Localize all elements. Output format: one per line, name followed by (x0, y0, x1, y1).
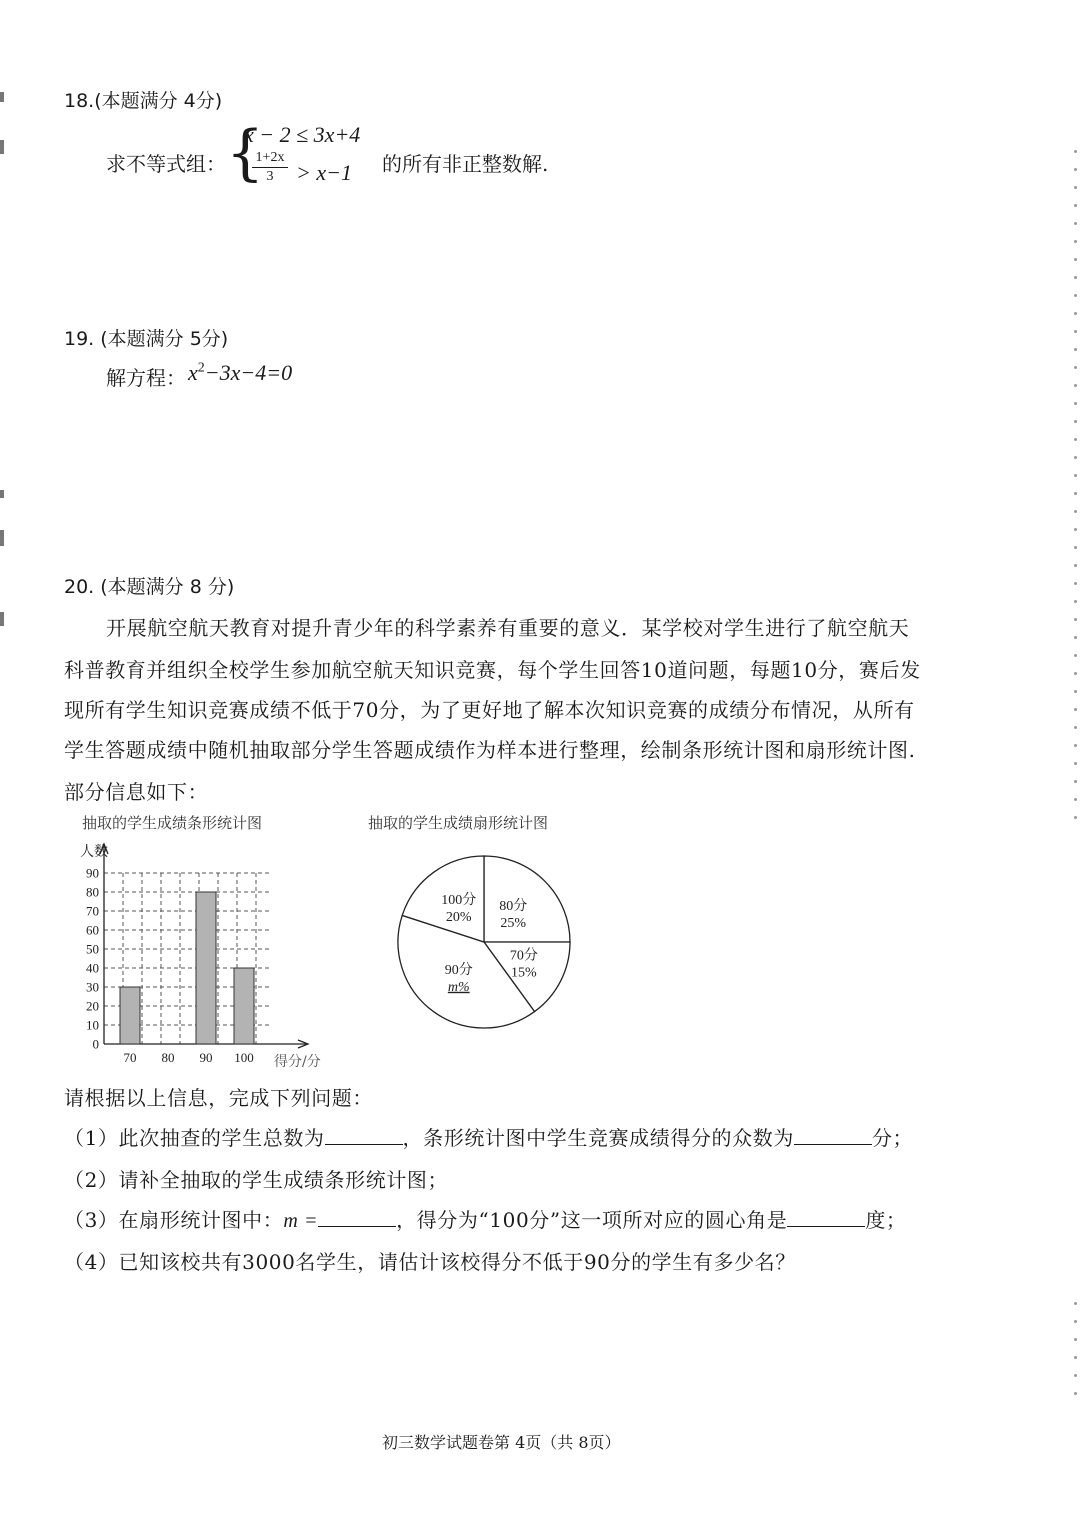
y-tick-label: 70 (86, 903, 99, 919)
perforation-dot (1074, 438, 1077, 441)
perforation-dot (1074, 816, 1077, 819)
bar-chart (60, 832, 350, 1072)
perforation-dot (1074, 564, 1077, 567)
perforation-dot (1074, 258, 1077, 261)
sub3-text-a: （3）在扇形统计图中： (64, 1208, 284, 1232)
y-tick-label: 60 (86, 922, 99, 938)
q18-tail: 的所有非正整数解. (382, 152, 549, 176)
pie-slice-percent: 25% (500, 915, 527, 931)
q20-sub-4: （4）已知该校共有3000名学生，请估计该校得分不低于90分的学生有多少名？ (64, 1250, 796, 1274)
perforation-dot (1074, 528, 1077, 531)
perforation-dot (1074, 402, 1077, 405)
fraction-numerator: 1+2x (255, 150, 285, 165)
perforation-dot (1074, 582, 1077, 585)
page-footer: 初三数学试题卷第 4页（共 8页） (382, 1433, 621, 1452)
answer-blank-total[interactable] (325, 1126, 403, 1145)
pie-slice-name: 70分 (509, 948, 538, 964)
y-tick-label: 10 (86, 1017, 99, 1033)
perforation-dot (1074, 1302, 1077, 1305)
sub3-text-b: ，得分为“100分”这一项所对应的圆心角是 (396, 1208, 788, 1232)
y-tick-label: 0 (92, 1036, 99, 1052)
perforation-dot (1074, 474, 1077, 477)
perforation-dot (1074, 1320, 1077, 1323)
perforation-dot (1074, 762, 1077, 765)
eq-rest: −3x−4=0 (204, 360, 293, 385)
perforation-dot (1074, 780, 1077, 783)
q18-heading: 18.(本题满分 4分) (64, 90, 223, 112)
y-tick-label: 30 (86, 979, 99, 995)
pie-slice-name: 100分 (441, 893, 477, 909)
left-brace: { (226, 118, 265, 188)
pie-slice-name: 80分 (499, 898, 528, 914)
bar-70 (120, 987, 140, 1044)
perforation-dot (1074, 330, 1077, 333)
pie-chart-title: 抽取的学生成绩扇形统计图 (368, 814, 549, 832)
sub1-text-b: ，条形统计图中学生竞赛成绩得分的众数为 (402, 1126, 794, 1150)
perforation-dot (1074, 708, 1077, 711)
q19-prompt: 解方程： (106, 366, 186, 390)
y-tick-label: 20 (86, 998, 99, 1014)
q20-para-line-1: 开展航空航天教育对提升青少年的科学素养有重要的意义．某学校对学生进行了航空航天 (106, 616, 910, 640)
q19-heading: 19. (本题满分 5分) (64, 328, 229, 350)
perforation-dot (1074, 204, 1077, 207)
perforation-dot (1074, 276, 1077, 279)
perforation-dot (1074, 744, 1077, 747)
perforation-dot (1074, 312, 1077, 315)
q20-para-line-2: 科普教育并组织全校学生参加航空航天知识竞赛，每个学生回答10道问题，每题10分，赛后发 (64, 658, 921, 682)
binding-mark (0, 612, 4, 626)
x-tick-label: 80 (161, 1050, 175, 1065)
q20-heading: 20. (本题满分 8 分) (64, 576, 235, 598)
y-tick-label: 50 (86, 941, 99, 957)
binding-mark (0, 140, 4, 154)
q20-para-line-3: 现所有学生知识竞赛成绩不低于70分，为了更好地了解本次知识竞赛的成绩分布情况，从所有 (64, 698, 915, 722)
y-tick-label: 80 (86, 884, 99, 900)
binding-mark (0, 490, 4, 498)
fraction-bar (252, 167, 288, 168)
eq-base: x (188, 360, 198, 385)
perforation-dot (1074, 240, 1077, 243)
perforation-dot (1074, 1392, 1077, 1395)
perforation-dot (1074, 384, 1077, 387)
sub1-text-a: （1）此次抽查的学生总数为 (64, 1126, 325, 1150)
q20-para-line-5: 部分信息如下： (64, 780, 209, 804)
sub1-text-c: 分； (871, 1126, 914, 1150)
binding-mark (0, 530, 4, 546)
perforation-dot (1074, 348, 1077, 351)
sub3-m-symbol: m = (283, 1210, 319, 1232)
perforation-dot (1074, 510, 1077, 513)
q20-para-line-4: 学生答题成绩中随机抽取部分学生答题成绩作为样本进行整理，绘制条形统计图和扇形统计图. (64, 738, 916, 762)
perforation-dot (1074, 186, 1077, 189)
perforation-dot (1074, 456, 1077, 459)
q20-sub-1 (64, 1122, 913, 1151)
q18-inequality-1: x − 2 ≤ 3x+4 (244, 122, 361, 147)
perforation-dot (1074, 294, 1077, 297)
x-tick-label: 90 (199, 1050, 213, 1065)
eq-exponent: 2 (197, 360, 205, 376)
perforation-dot (1074, 726, 1077, 729)
binding-mark (0, 92, 4, 102)
q18-fraction (250, 150, 290, 185)
bar-90 (196, 892, 216, 1044)
q20-instruction: 请根据以上信息，完成下列问题： (64, 1086, 373, 1110)
x-tick-label: 70 (123, 1050, 137, 1065)
perforation-dot (1074, 636, 1077, 639)
q19-equation (188, 360, 292, 386)
perforation-dot (1074, 420, 1077, 423)
bar-100 (234, 968, 254, 1044)
perforation-dot (1074, 672, 1077, 675)
perforation-dot (1074, 600, 1077, 603)
perforation-dot (1074, 492, 1077, 495)
answer-blank-m[interactable] (318, 1208, 396, 1227)
perforation-dot (1074, 1356, 1077, 1359)
perforation-dot (1074, 798, 1077, 801)
x-axis-title: 得分/分 (274, 1054, 321, 1070)
bar-chart-title: 抽取的学生成绩条形统计图 (82, 814, 263, 832)
answer-blank-mode[interactable] (794, 1126, 872, 1145)
perforation-dot (1074, 690, 1077, 693)
sub3-text-c: 度； (865, 1208, 907, 1232)
pie-slice-name: 90分 (444, 962, 473, 978)
perforation-dot (1074, 366, 1077, 369)
q20-sub-2: （2）请补全抽取的学生成绩条形统计图； (64, 1168, 449, 1192)
y-axis-title: 人数 (80, 844, 108, 860)
pie-slice-percent: 15% (511, 965, 537, 981)
perforation-dot (1074, 618, 1077, 621)
pie-slice-percent: 20% (445, 910, 472, 926)
q18-inequality-2: > x−1 (296, 160, 352, 185)
y-tick-label: 90 (86, 865, 99, 881)
perforation-dot (1074, 1374, 1077, 1377)
perforation-dot (1074, 222, 1077, 225)
perforation-dot (1074, 1338, 1077, 1341)
perforation-dot (1074, 168, 1077, 171)
y-tick-label: 40 (86, 960, 99, 976)
q18-prompt: 求不等式组： (106, 152, 226, 176)
q20-sub-3 (64, 1204, 907, 1233)
fraction-denominator: 3 (266, 169, 274, 184)
pie-slice-percent: m% (447, 979, 470, 995)
perforation-dot (1074, 654, 1077, 657)
perforation-dot (1074, 150, 1077, 153)
x-tick-label: 100 (234, 1050, 254, 1065)
answer-blank-angle[interactable] (787, 1208, 865, 1227)
perforation-dot (1074, 546, 1077, 549)
pie-chart (386, 850, 586, 1050)
